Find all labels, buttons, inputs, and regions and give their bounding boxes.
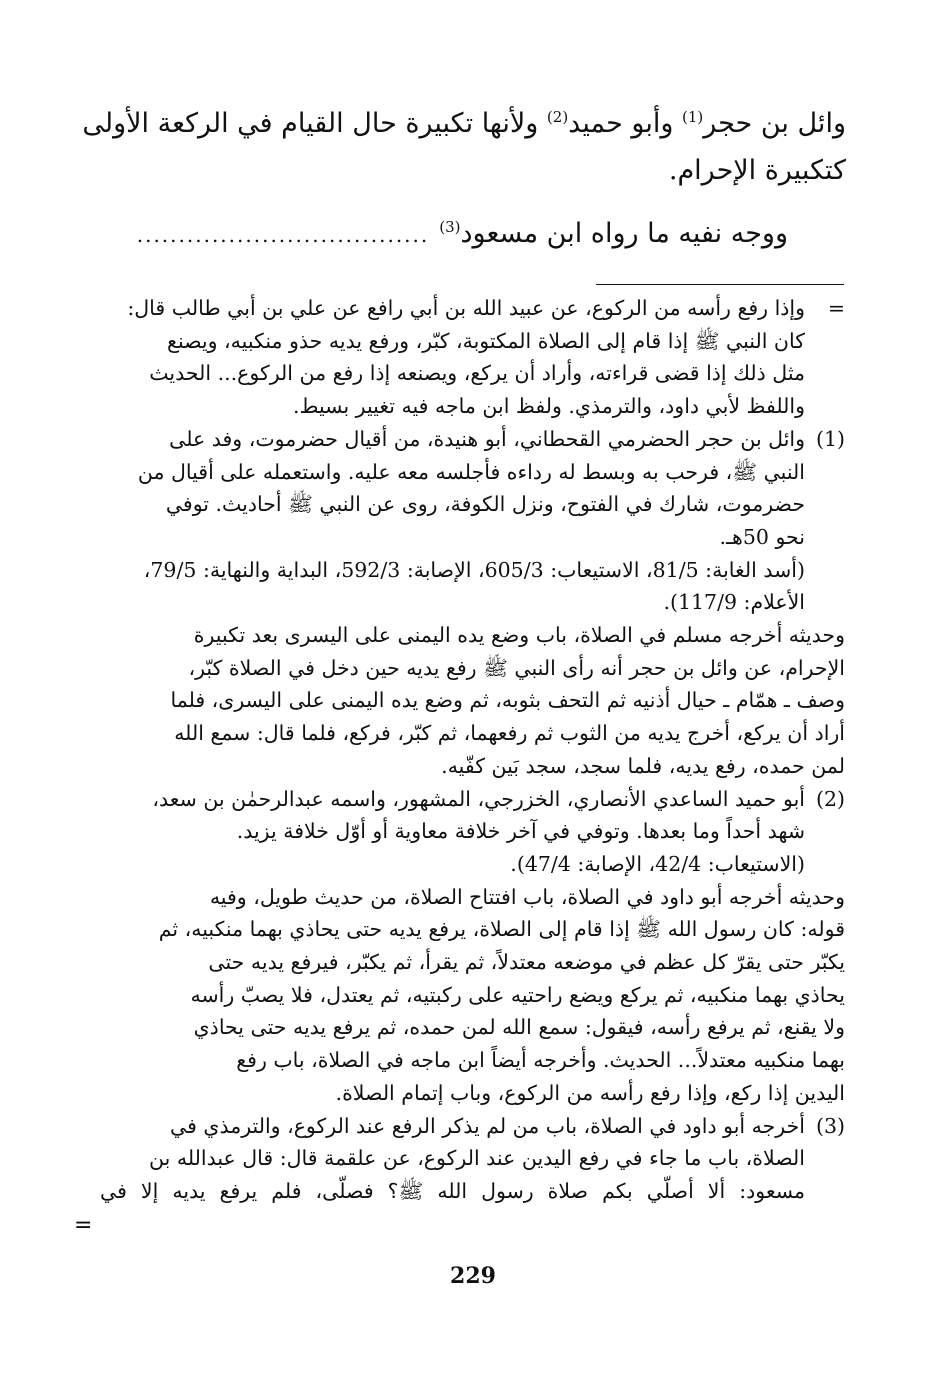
text-run: ولأنها تكبيرة حال القيام في الركعة الأولى xyxy=(82,108,547,139)
text-run: ووجه نفيه ما رواه ابن مسعود xyxy=(460,218,788,249)
leader-dots: ................................... xyxy=(136,223,430,247)
footnote-line: بهما منكبيه معتدلاً... الحديث. وأخرجه أيضاً ابن ماجه في الصلاة، باب رفع xyxy=(236,1048,845,1073)
footnote-references: الأعلام: 117/9). xyxy=(663,590,805,615)
footnote-line: وصف ـ همّام ـ حيال أذنيه ثم التحف بثوبه، ثم وضع يده اليمنى على اليسرى، فلما xyxy=(170,688,845,713)
footnote-mark: (1) xyxy=(815,426,845,451)
footnote-references: (أسد الغابة: 81/5، الاستيعاب: 605/3، الإصابة: 592/3، البداية والنهاية: 79/5، xyxy=(143,557,805,582)
footnote-line: وحديثه أخرجه أبو داود في الصلاة، باب افتتاح الصلاة، من حديث طويل، وفيه xyxy=(209,884,845,909)
page-number: 229 xyxy=(450,1263,496,1289)
footnote-2-hadith xyxy=(100,881,845,1110)
text-run: وأبو حميد xyxy=(568,108,682,139)
footnote-mark: (3) xyxy=(815,1113,845,1138)
footnote-line: اليدين إذا ركع، وإذا رفع رأسه من الركوع، وباب إتمام الصلاة. xyxy=(335,1080,845,1105)
footnote-ref-2[interactable]: (2) xyxy=(546,108,569,126)
footnote-line: ولا يقنع، ثم يرفع رأسه، فيقول: سمع الله لمن حمده، ثم يرفع يديه حتى يحاذي xyxy=(193,1015,845,1040)
footnote-line: لمن حمده، رفع يديه، فلما سجد، سجد بَين كفّيه. xyxy=(441,753,845,778)
footnote-line: واللفظ لأبي داود، والترمذي. ولفظ ابن ماجه فيه تغيير بسيط. xyxy=(293,394,805,419)
footnote-line: شهد أحداً وما بعدها. وتوفي في آخر خلافة معاوية أو أوّل خلافة يزيد. xyxy=(236,819,805,844)
main-line-2: كتكبيرة الإحرام. xyxy=(668,155,846,186)
footnote-separator xyxy=(596,284,844,285)
footnote-line: حضرموت، شارك في الفتوح، ونزل الكوفة، روى عن النبي ﷺ أحاديث. توفي xyxy=(165,492,805,517)
footnote-line: كان النبي ﷺ إذا قام إلى الصلاة المكتوبة، كبّر، ورفع يديه حذو منكبيه، ويصنع xyxy=(167,328,805,353)
footnote-carryover xyxy=(100,292,845,423)
continuation-mark: = xyxy=(74,1213,93,1238)
main-line-3 xyxy=(100,210,846,259)
footnote-line: وائل بن حجر الحضرمي القحطاني، أبو هنيدة، من أقيال حضرموت، وفد على xyxy=(169,426,805,451)
footnote-1-hadith xyxy=(100,619,845,783)
footnote-line: قوله: كان رسول الله ﷺ إذا قام إلى الصلاة، يرفع يديه حتى يحاذي بهما منكبيه، ثم xyxy=(158,917,845,942)
main-line-1 xyxy=(82,100,846,147)
footnote-line: أخرجه أبو داود في الصلاة، باب من لم يذكر الرفع عند الركوع، والترمذي في xyxy=(170,1113,805,1138)
footnote-line: وإذا رفع رأسه من الركوع، عن عبيد الله بن أبي رافع عن علي بن أبي طالب قال: xyxy=(127,296,805,320)
footnote-1 xyxy=(100,423,845,619)
main-line-3-text xyxy=(439,210,846,257)
footnote-line: وحديثه أخرجه مسلم في الصلاة، باب وضع يده اليمنى على اليسرى بعد تكبيرة xyxy=(193,623,845,648)
footnote-line: الإحرام، عن وائل بن حجر أنه رأى النبي ﷺ رفع يديه حين دخل في الصلاة كبّر، xyxy=(188,655,845,680)
footnote-body xyxy=(100,783,805,881)
footnote-3 xyxy=(100,1110,845,1208)
footnote-line: يكبّر حتى يقرّ كل عظم في موضعه معتدلاً، ثم يقرأ، ثم يكبّر، فيرفع يديه حتى xyxy=(208,950,845,975)
footnote-mark: (2) xyxy=(815,786,845,811)
footnote-line: النبي ﷺ، فرحب به وبسط له رداءه فأجلسه معه عليه. واستعمله على أقيال من xyxy=(137,459,805,484)
footnote-line: أراد أن يركع، أخرج يديه من الثوب ثم رفعهما، ثم كبّر، فركع، فلما قال: سمع الله xyxy=(174,721,845,746)
footnote-line: مسعود: ألا أصلّي بكم صلاة رسول الله ﷺ؟ فصلّى، فلم يرفع يديه إلا في xyxy=(100,1178,805,1203)
footnote-2 xyxy=(100,783,845,881)
footnote-mark: = xyxy=(827,296,845,320)
footnote-line: يحاذي بهما منكبيه، ثم يركع ويضع راحتيه على ركبتيه، ثم يعتدل، فلا يصبّ رأسه xyxy=(190,982,845,1007)
footnote-ref-3[interactable]: (3) xyxy=(439,218,461,236)
footnote-body xyxy=(100,292,805,423)
footnote-body xyxy=(100,423,805,619)
footnote-line: نحو 50هـ. xyxy=(719,524,805,549)
text-run: وائل بن حجر xyxy=(703,108,846,139)
footnote-references: (الاستيعاب: 42/4، الإصابة: 47/4). xyxy=(510,851,805,876)
footnote-body xyxy=(100,1110,805,1208)
footnote-line: أبو حميد الساعدي الأنصاري، الخزرجي، المشهور، واسمه عبدالرحمٰن بن سعد، xyxy=(152,786,805,811)
footnotes xyxy=(100,292,845,1208)
footnote-ref-1[interactable]: (1) xyxy=(681,108,704,126)
footnote-line: مثل ذلك إذا قضى قراءته، وأراد أن يركع، ويصنعه إذا رفع من الركوع... الحديث xyxy=(149,361,805,386)
footnote-line: الصلاة، باب ما جاء في رفع اليدين عند الركوع، عن علقمة قال: قال عبدالله بن xyxy=(149,1146,805,1171)
